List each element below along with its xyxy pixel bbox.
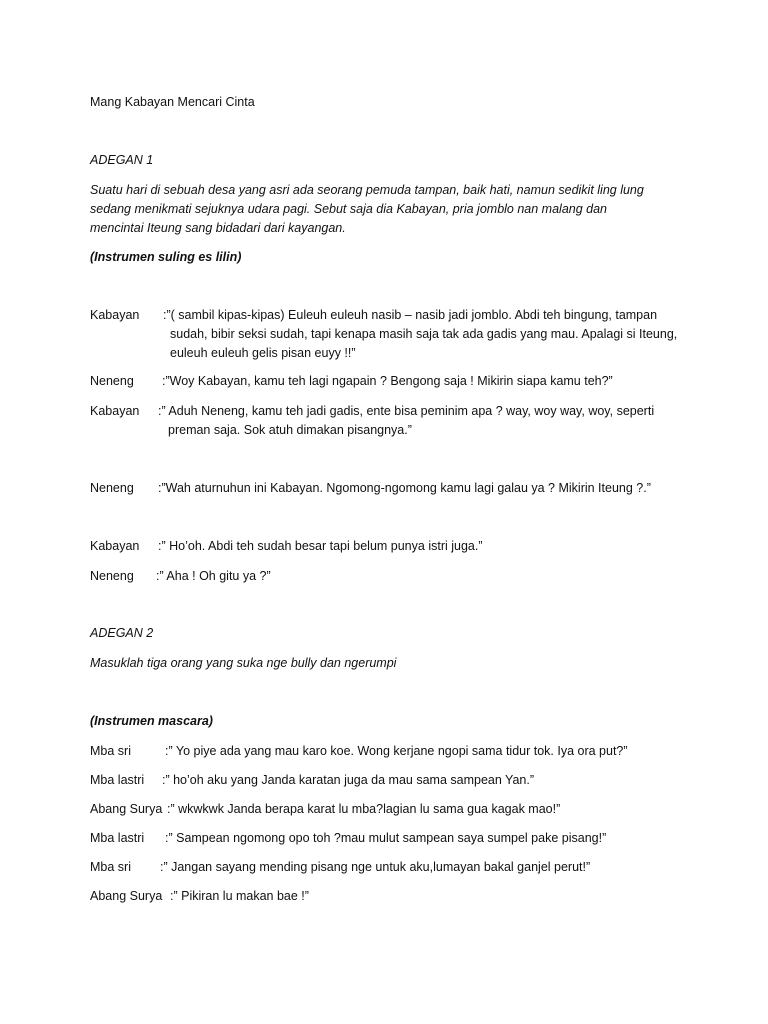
dialogue-line: :” Ho’oh. Abdi teh sudah besar tapi belum punya istri juga.” <box>158 539 483 553</box>
scene1-instrument-note: (Instrumen suling es lilin) <box>90 250 242 264</box>
speaker-name: Mba lastri <box>90 831 145 845</box>
scene2-heading: ADEGAN 2 <box>90 626 154 640</box>
speaker-name: Mba lastri <box>90 773 145 787</box>
dialogue-line: :”( sambil kipas-kipas) Euleuh euleuh nasib – nasib jadi jomblo. Abdi teh bingung, tampan <box>163 308 658 322</box>
dialogue-line: :” Aha ! Oh gitu ya ?” <box>156 569 271 583</box>
dialogue-line: :” Yo piye ada yang mau karo koe. Wong kerjane ngopi sama tidur tok. Iya ora put?” <box>165 744 628 758</box>
speaker-name: Neneng <box>90 374 134 388</box>
scene2-narration: Masuklah tiga orang yang suka nge bully dan ngerumpi <box>90 656 397 670</box>
speaker-name: Mba sri <box>90 744 131 758</box>
scene1-heading: ADEGAN 1 <box>90 153 154 167</box>
speaker-name: Kabayan <box>90 539 140 553</box>
dialogue-line: :” Pikiran lu makan bae !” <box>170 889 309 903</box>
dialogue-line: :” Sampean ngomong opo toh ?mau mulut sampean saya sumpel pake pisang!” <box>165 831 607 845</box>
scene1-narration-line: sedang menikmati sejuknya udara pagi. Sebut saja dia Kabayan, pria jomblo nan malang dan <box>90 202 607 216</box>
dialogue-line: sudah, bibir seksi sudah, tapi kenapa masih saja tak ada gadis yang mau. Apalagi si Iteung, <box>170 327 678 341</box>
dialogue-line: preman saja. Sok atuh dimakan pisangnya.” <box>168 423 412 437</box>
dialogue-line: :” Jangan sayang mending pisang nge untuk aku,lumayan bakal ganjel perut!” <box>160 860 591 874</box>
speaker-name: Mba sri <box>90 860 131 874</box>
dialogue-line: euleuh euleuh gelis pisan euyy !!” <box>170 346 356 360</box>
dialogue-line: :” ho’oh aku yang Janda karatan juga da mau sama sampean Yan.” <box>162 773 534 787</box>
speaker-name: Abang Surya <box>90 889 163 903</box>
speaker-name: Neneng <box>90 481 134 495</box>
dialogue-line: :” wkwkwk Janda berapa karat lu mba?lagian lu sama gua kagak mao!” <box>167 802 561 816</box>
speaker-name: Kabayan <box>90 404 140 418</box>
scene1-narration-line: Suatu hari di sebuah desa yang asri ada seorang pemuda tampan, baik hati, namun sedikit ling lung <box>90 183 644 197</box>
dialogue-line: :” Aduh Neneng, kamu teh jadi gadis, ente bisa peminim apa ? way, woy way, woy, seperti <box>158 404 655 418</box>
scene2-instrument-note: (Instrumen mascara) <box>90 714 213 728</box>
dialogue-line: :”Wah aturnuhun ini Kabayan. Ngomong-ngomong kamu lagi galau ya ? Mikirin Iteung ?.” <box>158 481 651 495</box>
speaker-name: Abang Surya <box>90 802 163 816</box>
document-title: Mang Kabayan Mencari Cinta <box>90 95 255 109</box>
scene1-narration-line: mencintai Iteung sang bidadari dari kayangan. <box>90 221 346 235</box>
speaker-name: Neneng <box>90 569 134 583</box>
dialogue-line: :”Woy Kabayan, kamu teh lagi ngapain ? Bengong saja ! Mikirin siapa kamu teh?” <box>162 374 613 388</box>
speaker-name: Kabayan <box>90 308 140 322</box>
